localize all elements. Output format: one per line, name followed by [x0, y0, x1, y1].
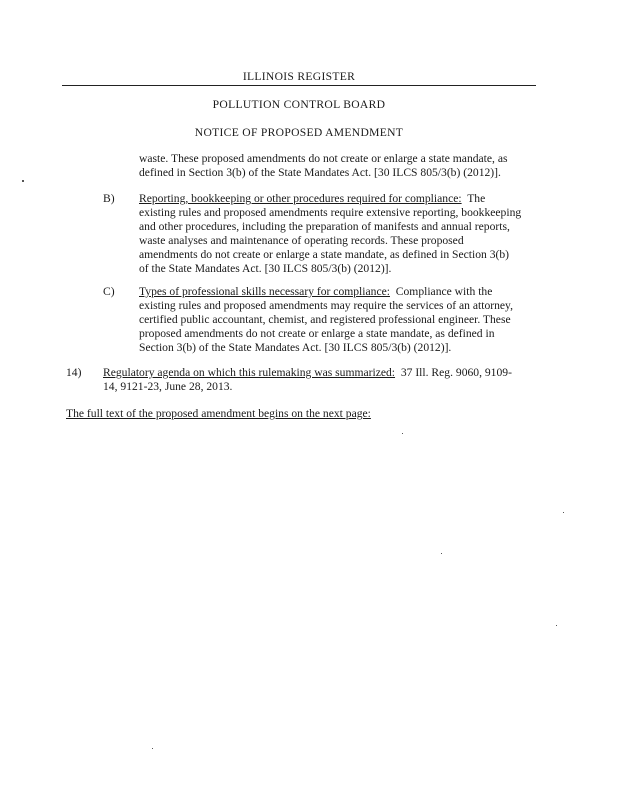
item-14-heading: Regulatory agenda on which this rulemaking was summarized: [103, 366, 396, 379]
scan-speck [563, 512, 564, 513]
scan-speck [22, 180, 24, 182]
continuation-paragraph: waste. These proposed amendments do not create or enlarge a state mandate, as defined in Section 3(b) of the State Mandates Act. [30 ILCS 805/3(b) (2012)]. [139, 152, 508, 179]
item-c-heading: Types of professional skills necessary for compliance: [139, 285, 390, 298]
notice-title: NOTICE OF PROPOSED AMENDMENT [194, 126, 404, 139]
header-rule [62, 85, 536, 86]
item-14-paragraph: Regulatory agenda on which this rulemaking was summarized: 37 Ill. Reg. 9060, 9109- 14, 9121-23, June 28, 2013. [103, 366, 512, 393]
scan-speck [556, 625, 557, 626]
scan-speck [441, 553, 442, 554]
register-title: ILLINOIS REGISTER [62, 70, 536, 83]
closing-line: The full text of the proposed amendment begins on the next page: [66, 407, 371, 420]
item-c-label: C) [103, 285, 115, 298]
scan-speck [402, 433, 403, 434]
item-b-paragraph: Reporting, bookkeeping or other procedures required for compliance: The existing rules and proposed amendments require extensive reporting, bookkeeping and other procedures, including the preparation of manifests and annual reports, waste analyses and maintenance of operating records. These proposed amendments do not create or enlarge a state mandate, as defined in Section 3(b) of the State Mandates Act. [30 ILCS 805/3(b) (2012)]. [139, 192, 522, 275]
item-b-heading: Reporting, bookkeeping or other procedures required for compliance: [139, 192, 462, 205]
item-14-label: 14) [66, 366, 82, 379]
scan-speck [152, 748, 153, 749]
item-c-paragraph: Types of professional skills necessary for compliance: Compliance with the existing rules and proposed amendments may require the services of an attorney, certified public accountant, chemist, and registered professional engineer. These proposed amendments do not create or enlarge a state mandate, as defined in Section 3(b) of the State Mandates Act. [30 ILCS 805/3(b) (2012)]. [139, 285, 513, 354]
board-name: POLLUTION CONTROL BOARD [212, 98, 386, 111]
item-b-label: B) [103, 192, 115, 205]
